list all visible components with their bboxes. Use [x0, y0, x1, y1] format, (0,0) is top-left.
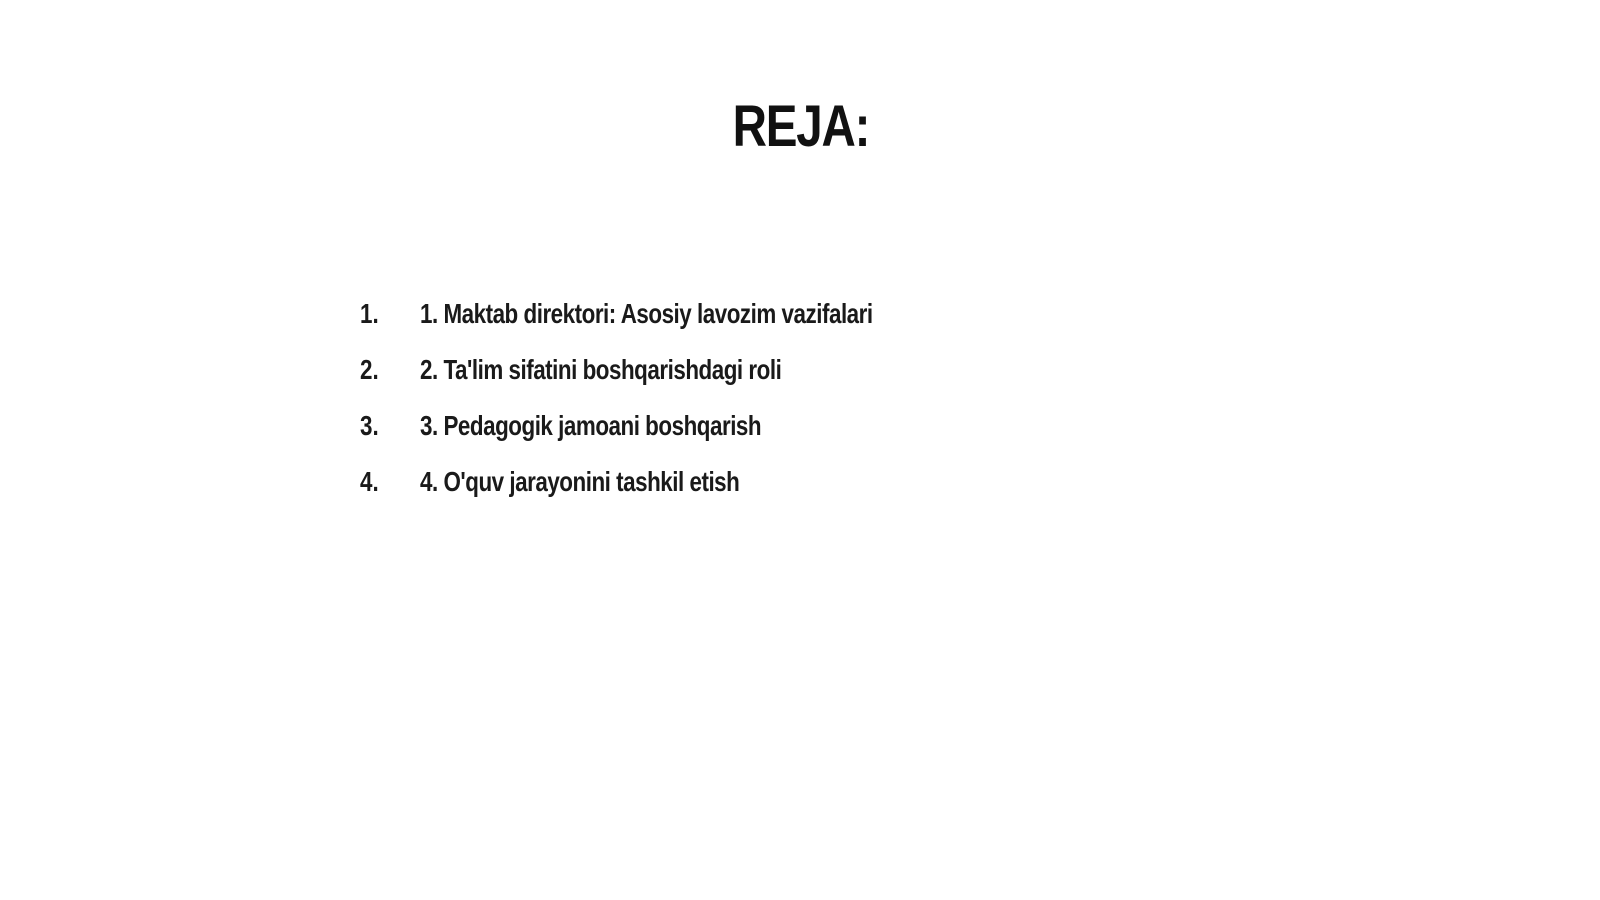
list-item-number: 1. [360, 298, 379, 329]
list-item-text: 4. O'quv jarayonini tashkil etish [420, 466, 740, 497]
slide-title: REJA: [732, 94, 870, 159]
list-item-text: 2. Ta'lim sifatini boshqarishdagi roli [420, 354, 782, 385]
list-item-number: 3. [360, 410, 379, 441]
list-item-text: 1. Maktab direktori: Asosiy lavozim vazifalari [420, 298, 873, 329]
list-item-text: 3. Pedagogik jamoani boshqarish [420, 410, 762, 441]
list-item-number: 4. [360, 466, 379, 497]
list-item-number: 2. [360, 354, 379, 385]
